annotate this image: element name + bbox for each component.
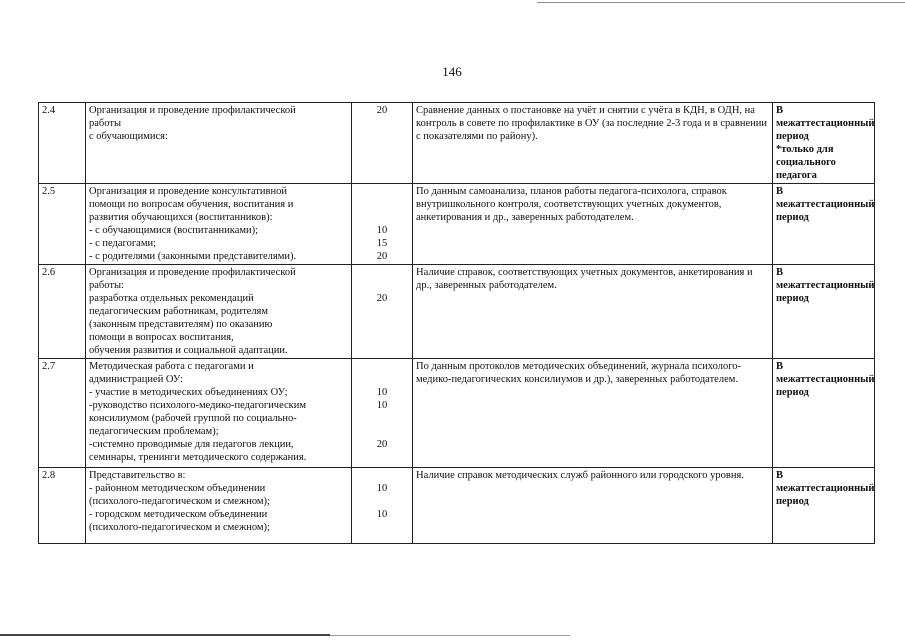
period-line: В [776,105,784,116]
criteria-text: Сравнение данных о постановке на учёт и снятии с учёта в КДН, в ОДН, на контроль в совете по профилактике в ОУ (за последние 2-3 года и в сравнении с показателями по району). [416,105,768,142]
activity-line: Организация и проведение профилактической [89,105,296,116]
points-cell [352,468,413,544]
period-line: межаттестационный [776,118,875,129]
row-number: 2.8 [42,470,56,481]
activity-cell [86,103,352,184]
activity-line: работы [89,118,122,129]
activity-line: семинары, тренинги методического содержания. [89,452,307,463]
row-number-cell [39,184,86,265]
period-line: В [776,470,784,481]
period-line: межаттестационный [776,374,875,385]
period-line: В [776,267,784,278]
row-number-cell [39,359,86,468]
row-number: 2.6 [42,267,56,278]
table-row [39,265,875,359]
criteria-cell [413,265,773,359]
points-value [355,198,409,211]
criteria-text: Наличие справок, соответствующих учетных документов, анкетирования и др., заверенных работодателем. [416,267,753,291]
criteria-cell [413,184,773,265]
row-number: 2.7 [42,361,56,372]
period-cell [773,359,875,468]
page-number: 146 [442,64,462,79]
points-value [355,412,409,425]
criteria-table [38,102,875,544]
period-line: межаттестационный [776,199,875,210]
activity-line: - с обучающимися (воспитанниками); [89,225,259,236]
points-value: 10 [376,483,388,494]
table-row [39,103,875,184]
points-value [355,495,409,508]
activity-line: помощи в вопросах воспитания, [89,332,234,343]
points-value [355,469,409,482]
period-line: межаттестационный [776,483,875,494]
points-value [355,279,409,292]
period-cell [773,265,875,359]
activity-line: (психолого-педагогическом и смежном); [89,522,270,533]
table-row [39,359,875,468]
points-value: 10 [376,509,388,520]
activity-line: (законным представителям) по оказанию [89,319,273,330]
period-cell [773,103,875,184]
points-value: 20 [376,251,388,262]
activity-line: педагогическим проблемам); [89,426,219,437]
points-value [355,360,409,373]
row-number-cell [39,265,86,359]
activity-line: - участие в методических объединениях ОУ; [89,387,288,398]
criteria-cell [413,468,773,544]
points-value [355,185,409,198]
period-line: период [776,496,809,507]
activity-cell [86,184,352,265]
activity-line: Организация и проведение консультативной [89,186,287,197]
points-value: 15 [376,238,388,249]
points-value [355,266,409,279]
activity-cell [86,359,352,468]
bottom-scan-line-faint [330,635,570,636]
points-cell [352,184,413,265]
criteria-text: По данным самоанализа, планов работы педагога-психолога, справок внутришкольного контроля, соответствующих учетных документов, анкетирования и др., заверенных работодателем. [416,186,727,223]
activity-line: педагогическим работникам, родителям [89,306,269,317]
points-value: 10 [376,387,388,398]
period-line: В [776,186,784,197]
row-number: 2.5 [42,186,56,197]
points-value: 20 [376,105,388,116]
period-line: В [776,361,784,372]
points-value: 10 [376,225,388,236]
points-cell [352,265,413,359]
period-line: период [776,212,809,223]
criteria-text: По данным протоколов методических объединений, журнала психолого-медико-педагогических консилиумов и др.), заверенных работодателем. [416,361,742,385]
activity-line: - городском методическом объединении [89,509,268,520]
activity-line: развития обучающихся (воспитанников): [89,212,273,223]
activity-cell [86,265,352,359]
activity-line: администрацией ОУ: [89,374,183,385]
period-line: межаттестационный [776,280,875,291]
table-row [39,468,875,544]
activity-line: -системно проводимые для педагогов лекции, [89,439,294,450]
activity-line: консилиумом (рабочей группой по социально- [89,413,297,424]
points-cell [352,359,413,468]
activity-line: Организация и проведение профилактической [89,267,296,278]
activity-line: -руководство психолого-медико-педагогическим [89,400,307,411]
points-value [355,211,409,224]
period-note: *только для социального педагога [776,144,836,181]
activity-line: разработка отдельных рекомендаций [89,293,254,304]
activity-line: работы: [89,280,124,291]
period-cell [773,468,875,544]
activity-line: Методическая работа с педагогами и [89,361,254,372]
bottom-scan-line [0,634,330,636]
activity-line: обучения развития и социальной адаптации. [89,345,288,356]
row-number-cell [39,103,86,184]
criteria-cell [413,103,773,184]
activity-line: - районном методическом объединении [89,483,266,494]
period-line: период [776,131,809,142]
criteria-text: Наличие справок методических служб районного или городского уровня. [416,470,744,481]
points-value: 20 [376,293,388,304]
table-row [39,184,875,265]
activity-line: помощи по вопросам обучения, воспитания и [89,199,294,210]
activity-line: (психолого-педагогическом и смежном); [89,496,270,507]
activity-line: - с педагогами; [89,238,156,249]
period-line: период [776,387,809,398]
activity-line: Представительство в: [89,470,186,481]
row-number-cell [39,468,86,544]
activity-line: с обучающимися: [89,131,168,142]
criteria-cell [413,359,773,468]
activity-line: - с родителями (законными представителями). [89,251,297,262]
points-value [355,373,409,386]
points-value: 20 [376,439,388,450]
activity-cell [86,468,352,544]
points-cell [352,103,413,184]
points-value [355,425,409,438]
period-line: период [776,293,809,304]
top-scan-line [537,2,905,3]
period-cell [773,184,875,265]
row-number: 2.4 [42,105,56,116]
points-value: 10 [376,400,388,411]
